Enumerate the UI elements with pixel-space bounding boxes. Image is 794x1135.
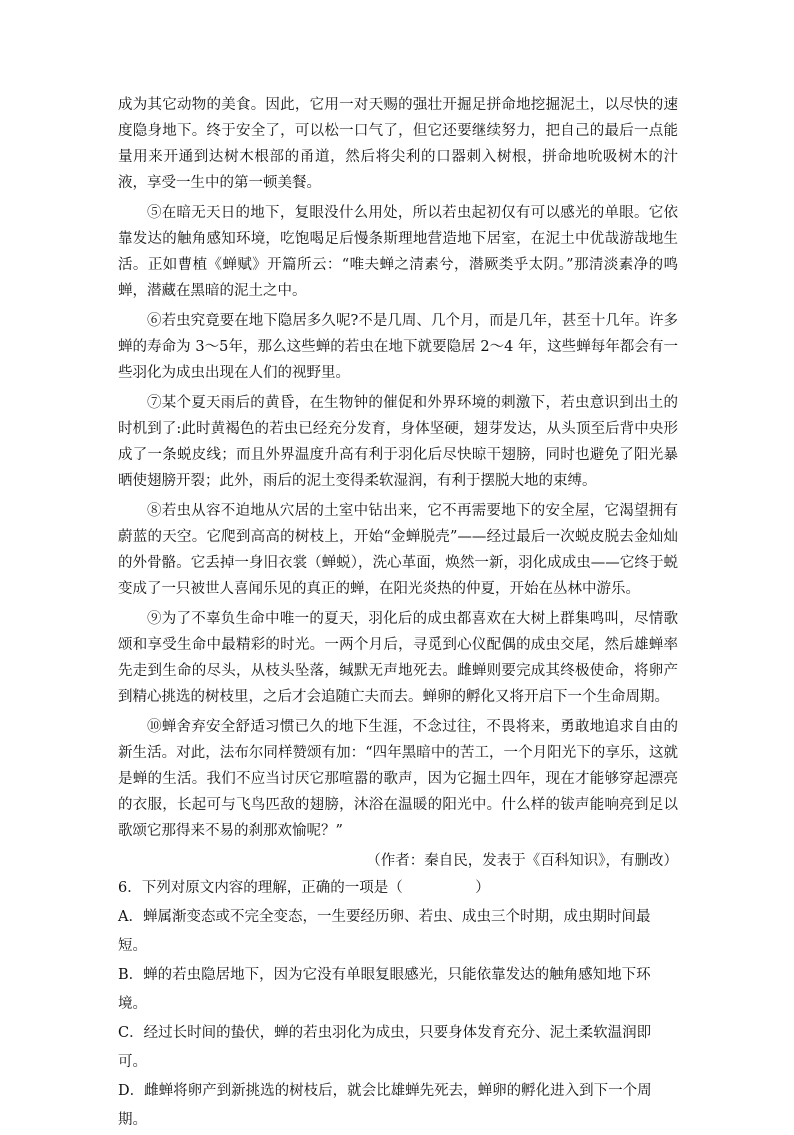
passage-paragraph: ⑦某个夏天雨后的黄昏，在生物钟的催促和外界环境的刺激下，若虫意识到出土的时机到了:此时黄褐色的若虫已经充分发育，身体坚硬，翅芽发达，从头顶至后背中央形成了一条蜕皮线；而且外界温度升高有利于羽化后尽快晾干翅膀，同时也避免了阳光暴晒使翅膀开裂；此外，雨后的泥土变得柔软湿润，有利于摆脱大地的束缚。 — [118, 395, 678, 489]
passage — [118, 92, 678, 874]
passage-paragraph: ⑨为了不辜负生命中唯一的夏天，羽化后的成虫都喜欢在大树上群集鸣叫，尽情歌颂和享受生命中最精彩的时光。一两个月后，寻觅到心仪配偶的成虫交尾，然后雄蝉率先走到生命的尽头，从枝头坠落，缄默无声地死去。雌蝉则要完成其终极使命，将卵产到精心挑选的树枝里，之后才会追随亡夫而去。蝉卵的孵化又将开启下一个生命周期。 — [118, 611, 678, 705]
option-text: 蝉的若虫隐居地下，因为它没有单眼复眼感光，只能依靠发达的触角感知地下环境。 — [118, 967, 651, 1012]
question-block — [118, 874, 678, 1135]
option-text: 经过长时间的蛰伏，蝉的若虫羽化为成虫，只要身体发育充分、泥土柔软温润即可。 — [118, 1025, 652, 1070]
option-b — [118, 961, 678, 1019]
question-stem: 6．下列对原文内容的理解，正确的一项是（ ） — [118, 880, 490, 896]
passage-paragraph: ⑧若虫从容不迫地从穴居的土室中钻出来，它不再需要地下的安全屋，它渴望拥有蔚蓝的天空。它爬到高高的树枝上，开始“金蝉脱壳”——经过最后一次蜕皮脱去金灿灿的外骨骼。它丢掉一身旧衣裳（蝉蜕），洗心革面，焕然一新，羽化成成虫——它终于蜕变成了一只被世人喜闻乐见的真正的蝉，在阳光炎热的仲夏，开始在丛林中游乐。 — [118, 503, 678, 597]
option-letter: B． — [118, 967, 144, 983]
passage-paragraph: ⑤在暗无天日的地下，复眼没什么用处，所以若虫起初仅有可以感光的单眼。它依靠发达的触角感知环境，吃饱喝足后慢条斯理地营造地下居室，在泥土中优哉游哉地生活。正如曹植《蝉赋》开篇所云：“唯夫蝉之清素兮，潜厥类乎太阴。”那清淡素净的鸣蝉，潜藏在黑暗的泥土之中。 — [118, 205, 678, 299]
option-a — [118, 903, 678, 961]
option-letter: A． — [118, 909, 143, 925]
option-letter: D． — [118, 1083, 145, 1099]
option-letter: C． — [118, 1025, 144, 1041]
document-content — [118, 92, 678, 1135]
passage-source: （作者：秦自民，发表于《百科知识》，有删改） — [366, 853, 678, 869]
passage-paragraph: ⑥若虫究竟要在地下隐居多久呢?不是几周、几个月，而是几年，甚至十几年。许多蝉的寿命为 3～5年，那么这些蝉的若虫在地下就要隐居 2～4 年，这些蝉每年都会有一些羽化为成虫出现在人们的视野里。 — [118, 313, 678, 381]
option-text: 雌蝉将卵产到新挑选的树枝后，就会比雄蝉先死去，蝉卵的孵化进入到下一个周期。 — [118, 1083, 652, 1128]
passage-paragraph: 成为其它动物的美食。因此，它用一对天赐的强壮开掘足拼命地挖掘泥土，以尽快的速度隐身地下。终于安全了，可以松一口气了，但它还要继续努力，把自己的最后一点能量用来开通到达树木根部的甬道，然后将尖利的口器刺入树根，拼命地吮吸树木的汁液，享受一生中的第一顿美餐。 — [118, 97, 678, 191]
option-text: 蝉属渐变态或不完全变态，一生要经历卵、若虫、成虫三个时期，成虫期时间最短。 — [118, 909, 651, 954]
passage-paragraph: ⑩蝉舍弃安全舒适习惯已久的地下生涯，不念过往，不畏将来，勇敢地追求自由的新生活。对此，法布尔同样赞颂有加：“四年黑暗中的苦工，一个月阳光下的享乐，这就是蝉的生活。我们不应当讨厌它那喧嚣的歌声，因为它掘土四年，现在才能够穿起漂亮的衣服，长起可与飞鸟匹敌的翅膀，沐浴在温暖的阳光中。什么样的钹声能响亮到足以歌颂它那得来不易的刹那欢愉呢？” — [118, 719, 678, 839]
option-d — [118, 1077, 678, 1135]
option-c — [118, 1019, 678, 1077]
